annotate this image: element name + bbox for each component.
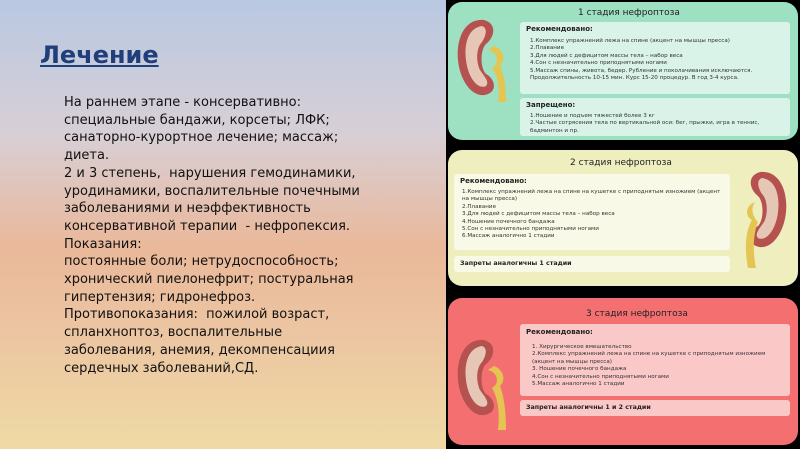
list-item: 5.Массаж аналогично 1 стадии bbox=[532, 381, 625, 388]
stage-2-restrictions-note: Запреты аналогичны 1 стадии bbox=[460, 260, 572, 267]
list-item: 4.Сон с незначительно приподнятыми ногами bbox=[530, 60, 667, 67]
list-item: 1.Ношение и подъем тяжестей более 3 кг bbox=[530, 113, 655, 119]
list-item: 1.Комплекс упражнений лежа на спине (акцент на мышцы пресса) bbox=[530, 38, 730, 44]
stage-1-recommended-list bbox=[530, 38, 785, 82]
stage-3-restrictions-note: Запреты аналогичны 1 и 2 стадии bbox=[526, 404, 651, 411]
list-item: 5.Массаж спины, живота, бедер. Рубление и поколачивания исключаются. Продолжительность 10-15 мин. Курс 15-20 процедур. В год 3-4 курса. bbox=[530, 67, 753, 82]
list-item: 6.Массаж аналогично 1 стадии bbox=[462, 233, 555, 240]
list-item: 2.Плавание bbox=[462, 203, 497, 210]
list-item: 2.Частые сотрясения тела по вертикальной оси: бег, прыжки, игра в теннис, бадминтон и пр. bbox=[530, 120, 760, 134]
list-item: 3.Для людей с дефицитом массы тела – набор веса bbox=[462, 211, 615, 218]
stage-1-card bbox=[448, 2, 798, 140]
slide-title: Лечение bbox=[40, 41, 159, 69]
list-item: 2.Комплекс упражнений лежа на спине на кушетке с приподнятым изножием (акцент на мышцы пресса) bbox=[532, 351, 766, 365]
stage-1-recommended-label: Рекомендовано: bbox=[526, 25, 593, 33]
stage-2-recommended-label: Рекомендовано: bbox=[460, 177, 527, 185]
stage-2-title: 2 стадия нефроптоза bbox=[570, 158, 672, 168]
kidney-icon bbox=[734, 168, 790, 268]
list-item: 1. Хирургическое вмешательство bbox=[532, 344, 632, 350]
list-item: 3.Для людей с дефицитом массы тела – набор веса bbox=[530, 52, 683, 59]
list-item: 2.Плавание bbox=[530, 45, 565, 52]
stage-3-recommended-label: Рекомендовано: bbox=[526, 328, 593, 336]
stage-2-recommended-list bbox=[462, 189, 724, 241]
stage-1-forbidden-list bbox=[530, 113, 785, 135]
stage-3-card bbox=[448, 298, 798, 445]
list-item: 3. Ношение почечного бандажа bbox=[532, 366, 627, 373]
kidney-icon bbox=[454, 16, 510, 102]
slide-body-text: На раннем этапе - консервативно: специальные бандажи, корсеты; ЛФК; санаторно-курортное лечение; массаж; диета. 2 и 3 степень, нарушения гемодинамики, уродинамики, воспалительные почечными заболеваниями и неэффективность консервативной терапии - нефропексия. Показания: постоянные боли; нетрудоспособность; хронический пиелонефрит; постуральная гипертензия; гидронефроз. Противопоказания: пожилой возраст, спланхноптоз, воспалительные заболевания, анемия, декомпенсациия сердечных заболеваний,СД. bbox=[64, 95, 360, 376]
list-item: 4.Ношение почечного бандажа bbox=[462, 218, 555, 225]
stage-2-card bbox=[448, 150, 798, 286]
list-item: 1.Комплекс упражнений лежа на спине на кушетке с приподнятым изножием (акцент на мышцы пресса) bbox=[462, 189, 721, 203]
list-item: 5.Сон с незначительно приподнятыми ногами bbox=[462, 226, 599, 233]
nephroptosis-infographic bbox=[446, 0, 800, 449]
stage-3-recommended-list bbox=[532, 344, 784, 388]
stage-1-forbidden-label: Запрещено: bbox=[526, 101, 576, 109]
kidney-icon bbox=[454, 320, 510, 430]
list-item: 4.Сон с незначительно приподнятыми ногами bbox=[532, 373, 669, 380]
stage-1-title: 1 стадия нефроптоза bbox=[578, 8, 680, 18]
stage-3-title: 3 стадия нефроптоза bbox=[586, 309, 688, 319]
